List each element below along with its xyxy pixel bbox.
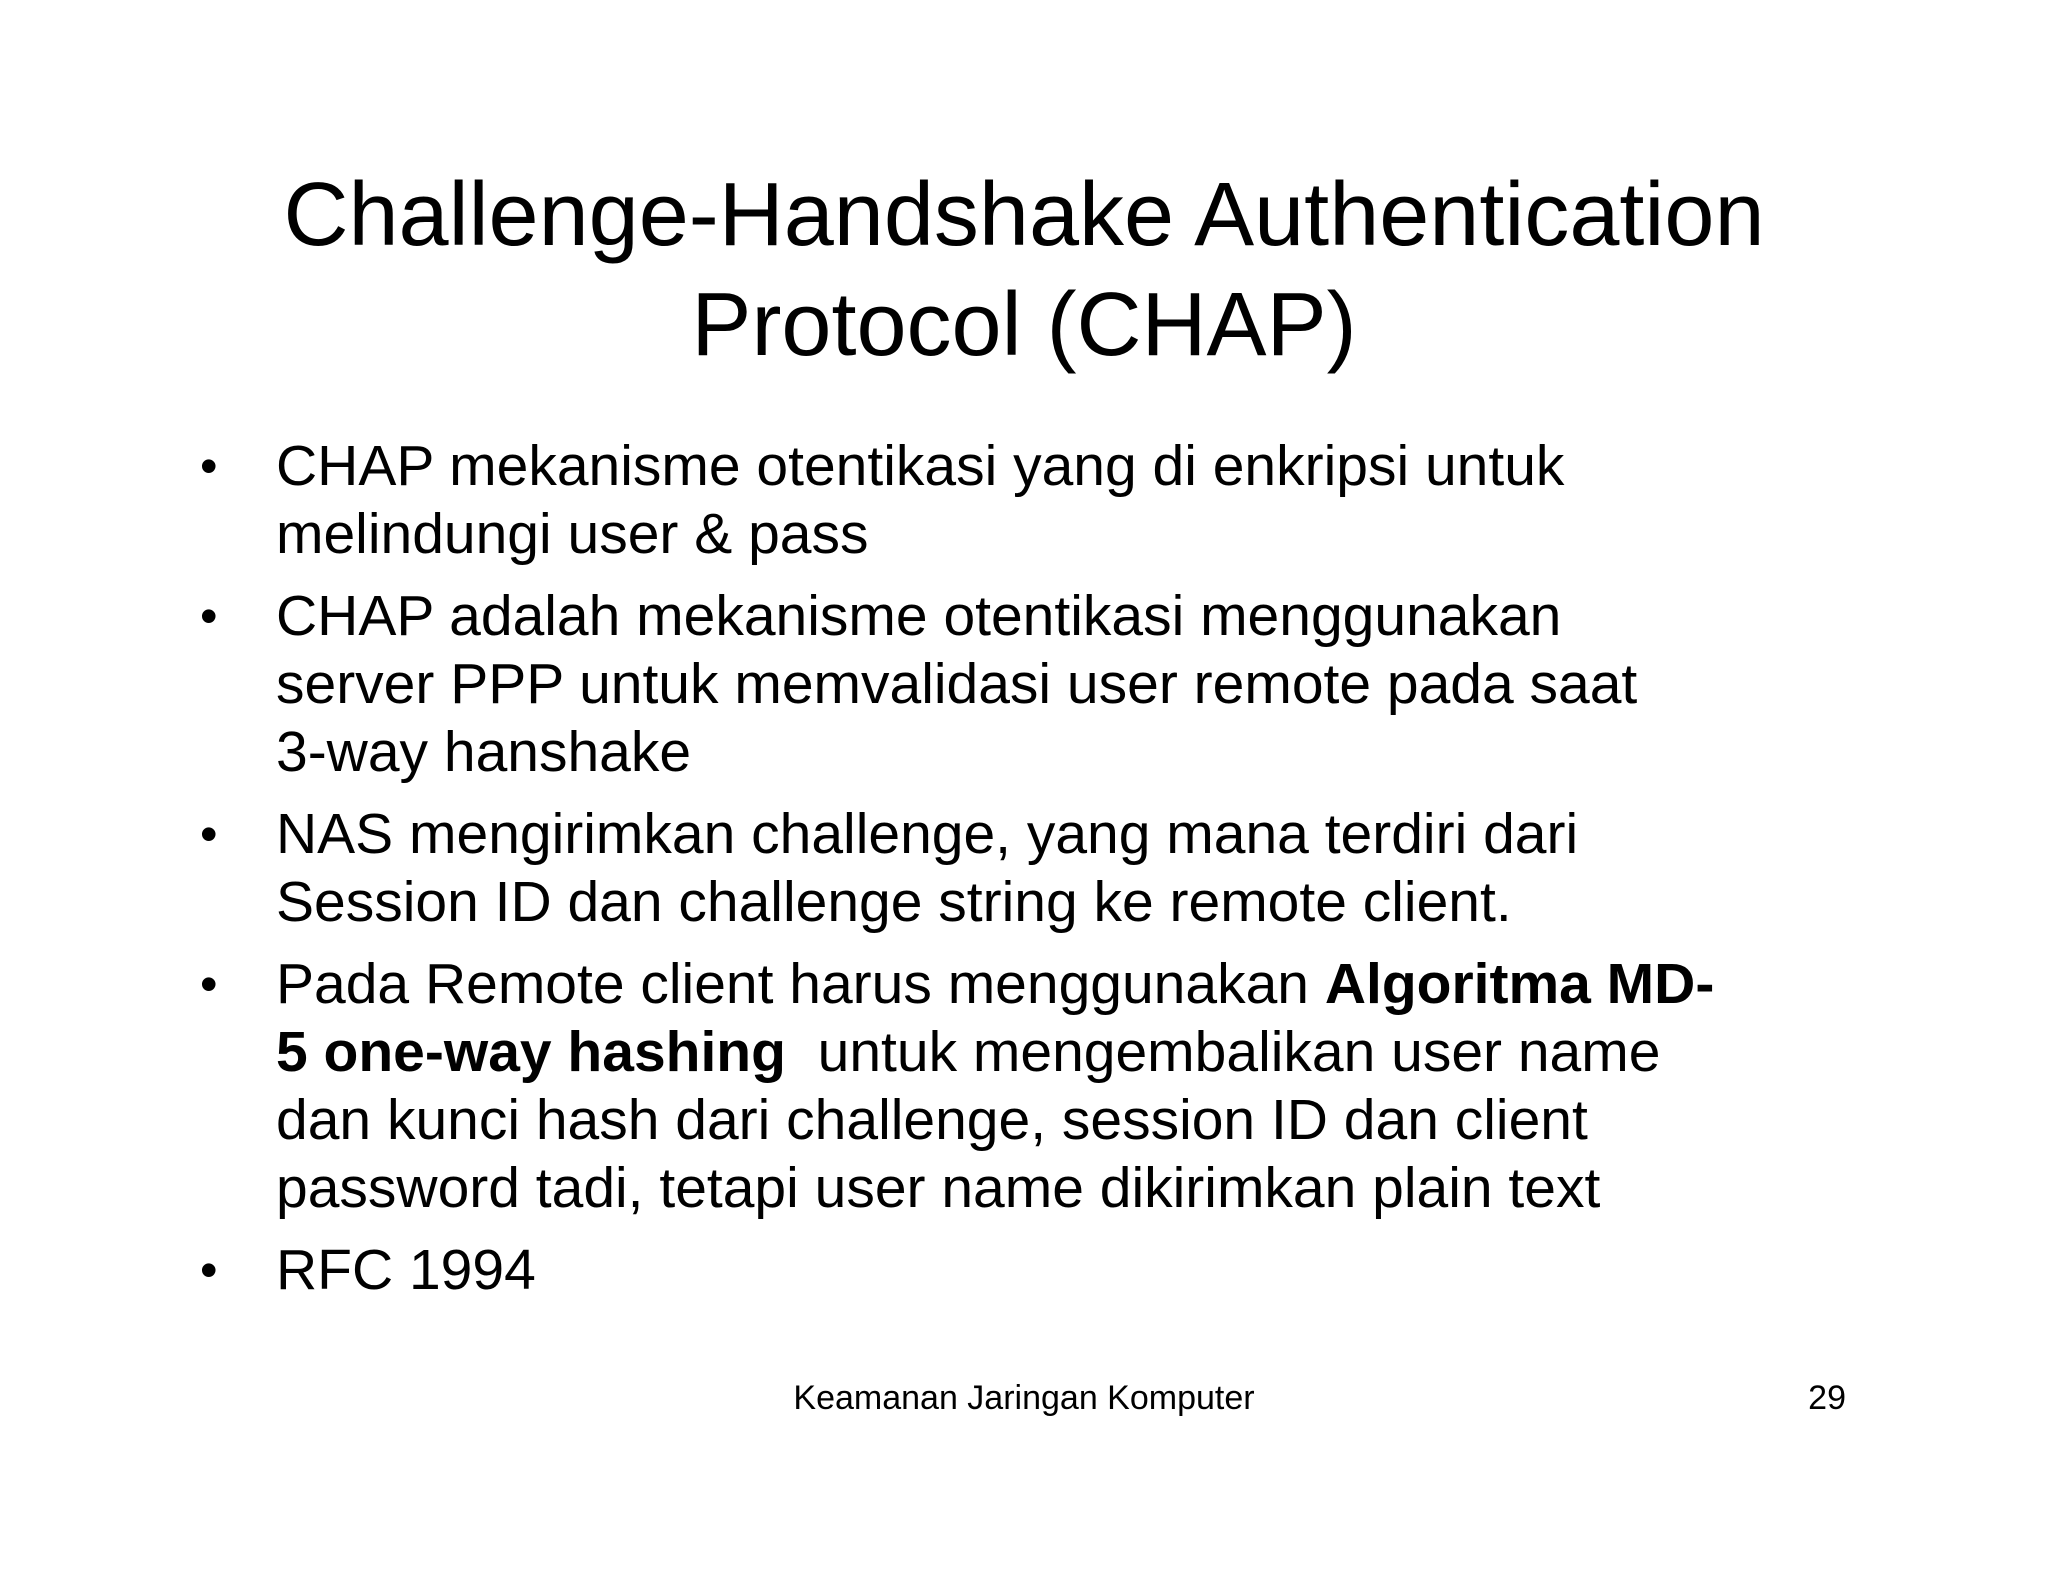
bullet-text-line: server PPP untuk memvalidasi user remote pada saat — [276, 652, 1638, 716]
bullet-text-line: password tadi, tetapi user name dikirimkan plain text — [276, 1156, 1601, 1220]
bullet-text-line: melindungi user & pass — [276, 502, 869, 566]
bullet-icon: • — [200, 956, 218, 1012]
title-line-1: Challenge-Handshake Authentication — [283, 165, 1765, 265]
bullet-text-line: RFC 1994 — [276, 1238, 536, 1302]
bullet-item — [200, 1236, 1900, 1304]
bullet-text-line: dan kunci hash dari challenge, session ID dan client — [276, 1088, 1588, 1152]
page-number: 29 — [1808, 1379, 1846, 1417]
bullet-text-line: CHAP mekanisme otentikasi yang di enkripsi untuk — [276, 434, 1565, 498]
bullet-list — [200, 432, 1900, 1318]
bullet-icon: • — [200, 806, 218, 862]
bullet-text-line: NAS mengirimkan challenge, yang mana terdiri dari — [276, 802, 1579, 866]
bullet-text-line: CHAP adalah mekanisme otentikasi menggunakan — [276, 584, 1562, 648]
bullet-text-line — [276, 1018, 1900, 1086]
bullet-text-segment: untuk mengembalikan user name — [785, 1020, 1661, 1084]
slide-title — [150, 160, 1898, 380]
bullet-text-line: 3-way hanshake — [276, 720, 692, 784]
bullet-item — [200, 950, 1900, 1222]
bold-term: 5 one-way hashing — [276, 1020, 786, 1084]
bold-term: Algoritma MD- — [1324, 952, 1715, 1016]
bullet-item — [200, 432, 1900, 568]
bullet-icon: • — [200, 588, 218, 644]
footer-text: Keamanan Jaringan Komputer — [793, 1379, 1255, 1417]
bullet-text-line: Session ID dan challenge string ke remote client. — [276, 870, 1512, 934]
bullet-icon: • — [200, 1242, 218, 1298]
bullet-item — [200, 582, 1900, 786]
bullet-text-segment: Pada Remote client harus menggunakan — [276, 952, 1325, 1016]
bullet-text-line — [276, 950, 1900, 1018]
title-line-2: Protocol (CHAP) — [691, 275, 1357, 375]
bullet-icon: • — [200, 438, 218, 494]
bullet-item — [200, 800, 1900, 936]
